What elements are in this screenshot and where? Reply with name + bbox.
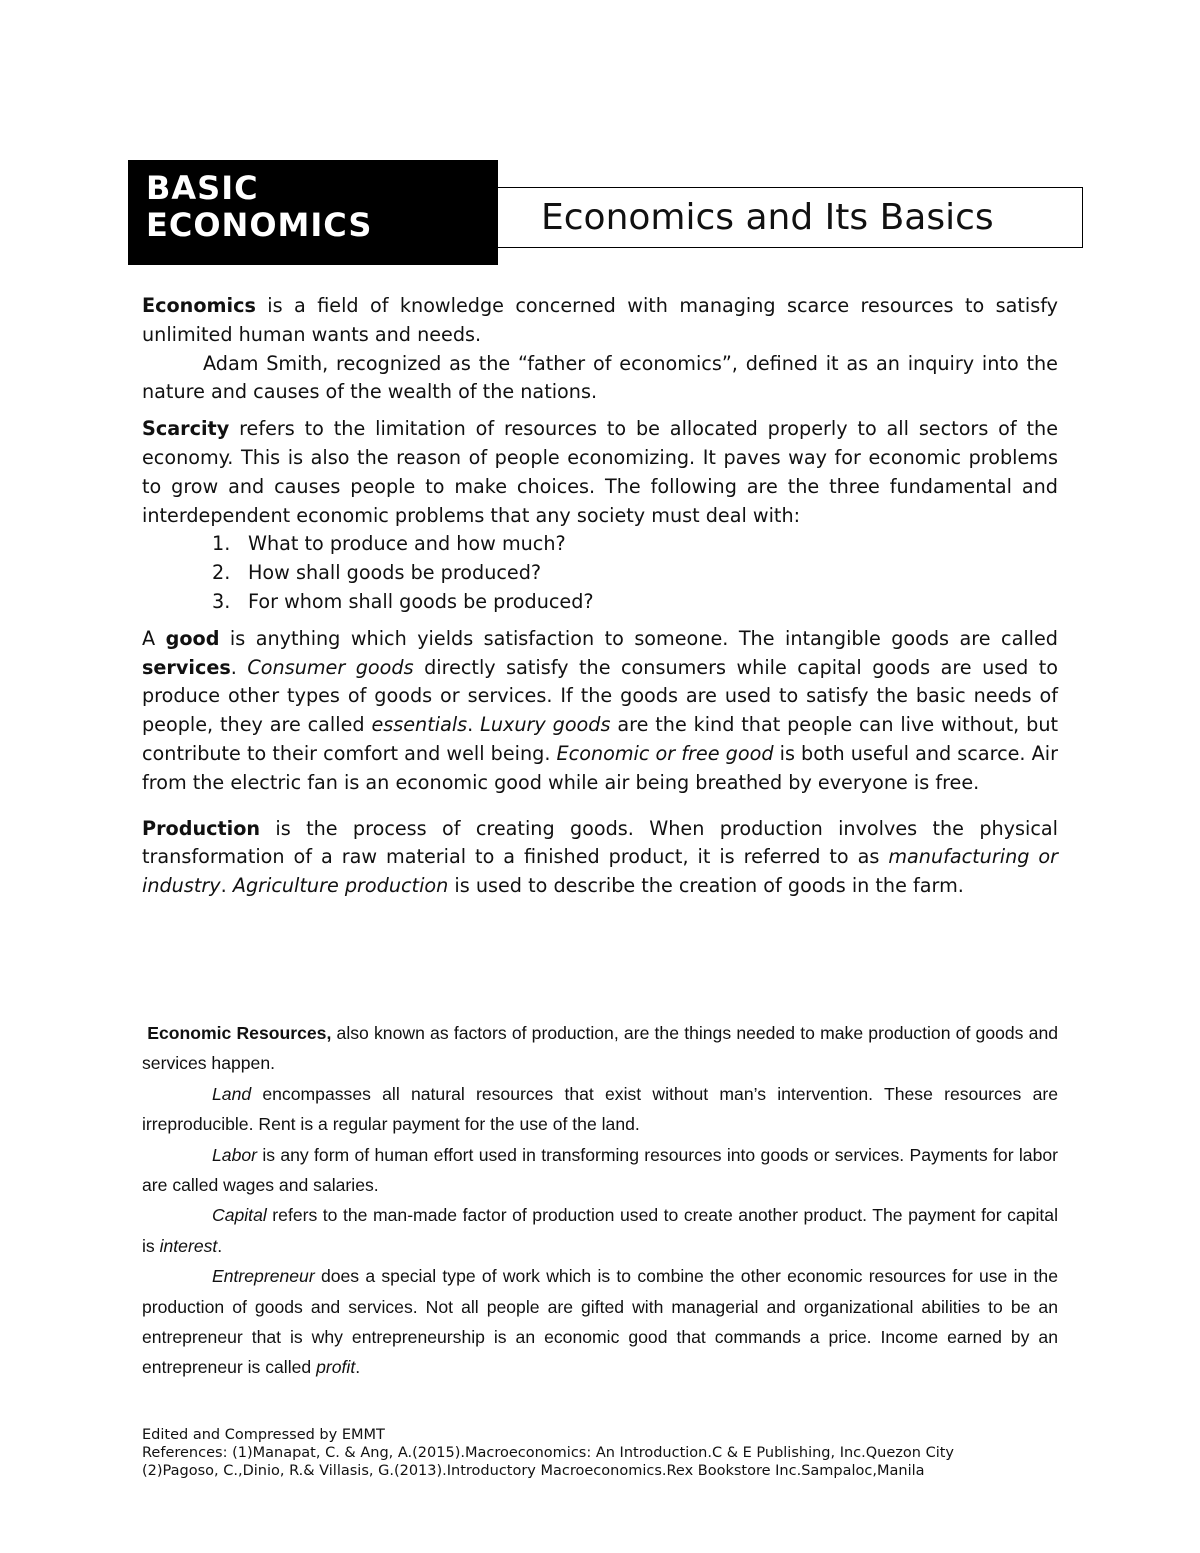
- footer: [142, 1426, 1082, 1480]
- footer-reference-1: References: (1)Manapat, C. & Ang, A.(2015).Macroeconomics: An Introduction.C & E Publishing, Inc.Quezon City: [142, 1445, 954, 1461]
- badge-line-1: BASIC: [146, 169, 259, 207]
- capital-paragraph: Capital refers to the man-made factor of production used to create another product. The payment for capital is interest.: [142, 1205, 1058, 1256]
- land-paragraph: Land encompasses all natural resources that exist without man’s intervention. These resources are irreproducible. Rent is a regular payment for the use of the land.: [142, 1083, 1058, 1135]
- footer-reference-2: (2)Pagoso, C.,Dinio, R.& Villasis, G.(2013).Introductory Macroeconomics.Rex Bookstore Inc.Sampaloc,Manila: [142, 1463, 925, 1479]
- economics-definition: Economics is a field of knowledge concerned with managing scarce resources to satisfy unlimited human wants and needs.: [142, 294, 1058, 346]
- footer-editor: Edited and Compressed by EMMT: [142, 1427, 385, 1443]
- production-paragraph: Production is the process of creating goods. When production involves the physical transformation of a raw material to a finished product, it is referred to as manufacturing or industry. Agriculture production is used to describe the creation of goods in the farm.: [142, 816, 1058, 898]
- list-item: 1. What to produce and how much?: [212, 532, 566, 556]
- labor-paragraph: Labor is any form of human effort used in transforming resources into goods or services. Payments for labor are called wages and salaries.: [142, 1144, 1058, 1196]
- adam-smith-paragraph: Adam Smith, recognized as the “father of economics”, defined it as an inquiry into the nature and causes of the wealth of the nations.: [142, 351, 1058, 404]
- entrepreneur-paragraph: Entrepreneur does a special type of work which is to combine the other economic resources for use in the production of goods and services. Not all people are gifted with managerial and organizational abilities to be an entrepreneur that is why entrepreneurship is an economic good that commands a price. Income earned by an entrepreneur is called profit.: [142, 1266, 1058, 1378]
- title-box: [497, 187, 1083, 248]
- subject-badge: [128, 160, 498, 265]
- list-item: 2. How shall goods be produced?: [212, 561, 542, 585]
- scarcity-paragraph: Scarcity refers to the limitation of resources to be allocated properly to all sectors of the economy. This is also the reason of people economizing. It paves way for economic problems to grow and causes people to make choices. The following are the three fundamental and interdependent economic problems that any society must deal with:: [142, 417, 1058, 527]
- page-title: Economics and Its Basics: [541, 197, 994, 238]
- main-content: [142, 292, 1058, 901]
- economic-problems-list: [142, 530, 1058, 616]
- term-economics: Economics: [142, 294, 256, 317]
- badge-line-2: ECONOMICS: [146, 206, 373, 244]
- list-item: 3. For whom shall goods be produced?: [212, 589, 594, 613]
- good-paragraph: A good is anything which yields satisfaction to someone. The intangible goods are called services. Consumer goods directly satisfy the consumers while capital goods are used to produce other types of goods or services. If the goods are used to satisfy the basic needs of people, they are called essentials. Luxury goods are the kind that people can live without, but contribute to their comfort and well being. Economic or free good is both useful and scarce. Air from the electric fan is an economic good while air being breathed by everyone is free.: [142, 626, 1059, 794]
- term-scarcity: Scarcity: [142, 417, 230, 441]
- resources-intro: Economic Resources, also known as factors of production, are the things needed to make production of goods and services happen.: [142, 1023, 1059, 1074]
- economic-resources-section: [142, 1018, 1058, 1383]
